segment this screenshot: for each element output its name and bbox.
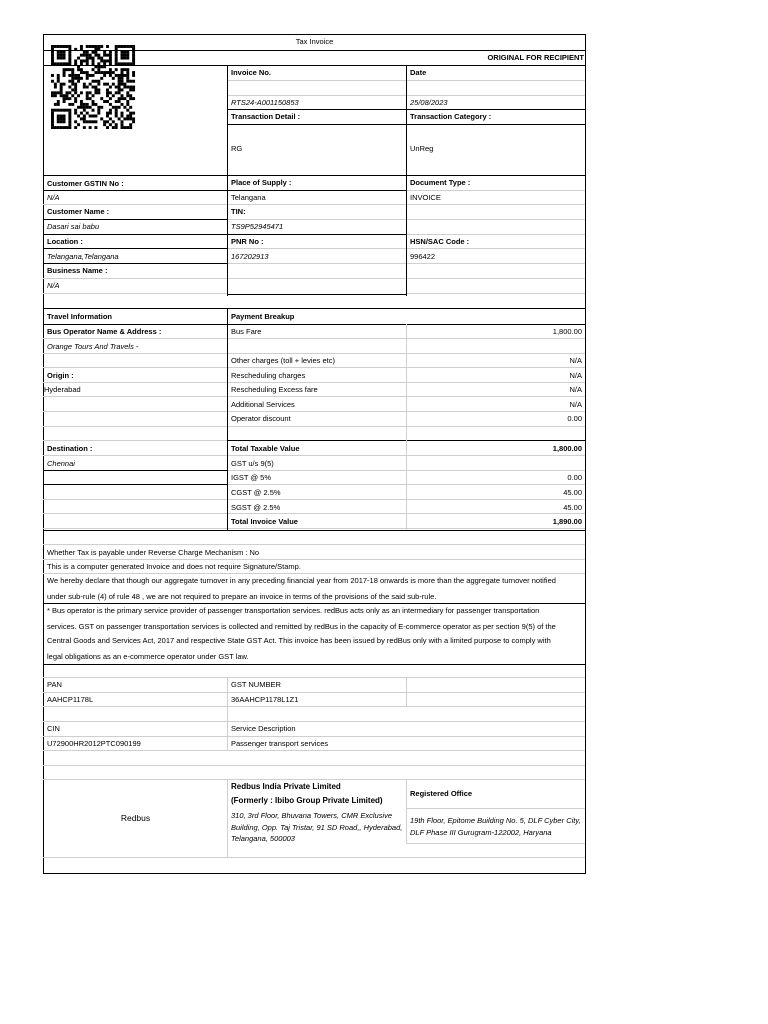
grid-line — [43, 559, 585, 560]
payment-row-label: CGST @ 2.5% — [231, 488, 281, 497]
grid-line — [43, 530, 585, 531]
operator-note-line-3: Central Goods and Services Act, 2017 and respective State GST Act. This invoice has been issued by redBus only with a limited purpose to comply with — [47, 636, 551, 645]
destination-label: Destination : — [47, 444, 93, 453]
payment-row-label: IGST @ 5% — [231, 473, 271, 482]
grid-line — [43, 234, 406, 235]
place-of-supply-label: Place of Supply : — [231, 178, 292, 187]
payment-row-value: 0.00 — [567, 414, 582, 423]
origin-label: Origin : — [47, 371, 74, 380]
grid-line — [43, 278, 585, 279]
grid-line — [43, 484, 227, 485]
operator-note-line-4: legal obligations as an e-commerce operator under GST law. — [47, 652, 249, 661]
reverse-charge-note: Whether Tax is payable under Reverse Charge Mechanism : No — [47, 548, 260, 557]
payment-row-label: GST u/s 9(5) — [231, 459, 274, 468]
hsn-code-label: HSN/SAC Code : — [410, 237, 470, 246]
registered-office-label: Registered Office — [410, 789, 473, 798]
payment-row-label: Rescheduling charges — [231, 371, 306, 380]
grid-line — [227, 65, 228, 296]
document-type-value: INVOICE — [410, 193, 441, 202]
payment-row-label: Total Invoice Value — [231, 517, 298, 526]
document-type-label: Document Type : — [410, 178, 471, 187]
payment-row-value: 1,800.00 — [552, 327, 582, 336]
payment-row-label: Bus Fare — [231, 327, 262, 336]
txn-category-label: Transaction Category : — [410, 112, 492, 121]
grid-line — [43, 664, 585, 665]
payment-row-label: Rescheduling Excess fare — [231, 385, 318, 394]
payment-row-value: N/A — [569, 356, 582, 365]
grid-line — [43, 353, 585, 354]
pan-label: PAN — [47, 680, 62, 689]
customer-location-label: Location : — [47, 237, 83, 246]
grid-line — [227, 294, 406, 295]
grid-line — [43, 426, 585, 427]
payment-row-value: 1,800.00 — [552, 444, 582, 453]
payment-row-value: 45.00 — [563, 503, 582, 512]
grid-line — [43, 528, 585, 529]
grid-line — [43, 382, 585, 383]
payment-row-value: N/A — [569, 385, 582, 394]
payment-row-label: SGST @ 2.5% — [231, 503, 281, 512]
txn-detail-label: Transaction Detail : — [231, 112, 301, 121]
grid-line — [406, 843, 585, 844]
origin-value: Hyderabad — [44, 385, 81, 394]
grid-line — [406, 779, 407, 843]
customer-name-label: Customer Name : — [47, 207, 110, 216]
tin-value: TS9P52945471 — [231, 222, 284, 231]
grid-line — [43, 308, 585, 309]
grid-line — [43, 396, 585, 397]
grid-line — [43, 857, 585, 858]
grid-line — [227, 677, 228, 750]
grid-line — [406, 234, 585, 235]
payment-row-label: Other charges (toll + levies etc) — [231, 356, 336, 365]
grid-line — [406, 324, 407, 530]
grid-line — [227, 308, 228, 530]
computer-generated-note: This is a computer generated Invoice and does not require Signature/Stamp. — [47, 562, 301, 571]
grid-line — [406, 293, 585, 294]
grid-line — [43, 324, 585, 325]
customer-gstin-value: N/A — [47, 193, 60, 202]
grid-line — [43, 603, 585, 604]
payment-row-label: Additional Services — [231, 400, 295, 409]
grid-line — [43, 190, 406, 191]
cin-label: CIN — [47, 724, 60, 733]
pnr-label: PNR No : — [231, 237, 264, 246]
txn-detail-value: RG — [231, 144, 243, 153]
payment-row-value: 1,890.00 — [552, 517, 582, 526]
grid-line — [43, 677, 585, 678]
payment-row-label: Total Taxable Value — [231, 444, 300, 453]
customer-name-value: Dasari sai babu — [47, 222, 100, 231]
gst-number-value: 36AAHCP1178L1Z1 — [231, 695, 299, 704]
grid-line — [43, 544, 585, 545]
operator-note-line-2: services. GST on passenger transportation services is collected and remitted by redBus in the capacity of E-commerce operator as per section 9(5) of the — [47, 622, 556, 631]
declaration-line-1: We hereby declare that though our aggregate turnover in any preceding financial year from 2017-18 onwards is more than the aggregate turnover notified — [47, 576, 556, 585]
payment-breakup-heading: Payment Breakup — [231, 312, 295, 321]
pan-value: AAHCP1178L — [47, 695, 94, 704]
payment-row-value: 0.00 — [567, 473, 582, 482]
customer-location-value: Telangana,Telangana — [47, 252, 119, 261]
destination-value: Chennai — [47, 459, 75, 468]
grid-line — [43, 175, 585, 176]
cin-value: U72900HR2012PTC090199 — [47, 739, 141, 748]
invoice-title: Tax Invoice — [295, 37, 334, 46]
company-address: 310, 3rd Floor, Bhuvana Towers, CMR Exclusive Building, Opp. Taj Tristar, 91 SD Road,, Hyderabad, Telangana, 500003 — [231, 811, 403, 843]
grid-line — [43, 706, 585, 707]
company-formerly: (Formerly : Ibibo Group Private Limited) — [231, 796, 383, 805]
hsn-code-value: 996422 — [410, 252, 436, 261]
date-label: Date — [410, 68, 427, 77]
grid-line — [43, 455, 585, 456]
grid-line — [43, 750, 585, 751]
grid-line — [43, 293, 227, 294]
payment-row-value: N/A — [569, 400, 582, 409]
business-name-value: N/A — [47, 281, 60, 290]
grid-line — [43, 499, 585, 500]
grid-line — [43, 573, 585, 574]
pnr-value: 167202913 — [231, 252, 269, 261]
grid-line — [406, 65, 407, 296]
invoice-no-value: RTS24-A001150853 — [231, 98, 299, 107]
grid-line — [406, 808, 585, 809]
grid-line — [43, 765, 585, 766]
customer-gstin-label: Customer GSTIN No : — [47, 179, 124, 188]
grid-line — [43, 338, 585, 339]
grid-line — [43, 470, 227, 471]
declaration-line-2: under sub-rule (4) of rule 48 , we are not required to prepare an invoice in terms of the provisions of the said sub-rule. — [47, 592, 437, 601]
grid-line — [43, 248, 227, 249]
grid-line — [43, 779, 585, 780]
bus-operator-label: Bus Operator Name & Address : — [47, 327, 162, 336]
company-name: Redbus India Private Limited — [231, 782, 341, 791]
place-of-supply-value: Telangana — [231, 193, 266, 202]
service-description-value: Passenger transport services — [231, 739, 329, 748]
copy-label: ORIGINAL FOR RECIPIENT — [487, 53, 584, 62]
grid-line — [43, 367, 585, 368]
date-value: 25/08/2023 — [410, 98, 448, 107]
payment-row-value: 45.00 — [563, 488, 582, 497]
grid-line — [43, 721, 585, 722]
grid-line — [43, 692, 585, 693]
grid-line — [43, 513, 585, 514]
service-description-label: Service Description — [231, 724, 296, 733]
registered-office-address: 19th Floor, Epitome Building No. 5, DLF Cyber City, DLF Phase III Gurugram-122002, Haryana — [410, 816, 581, 837]
grid-line — [227, 779, 228, 857]
payment-row-value: N/A — [569, 371, 582, 380]
tin-label: TIN: — [231, 207, 246, 216]
grid-line — [43, 411, 585, 412]
grid-line — [43, 736, 585, 737]
operator-note-line-1: * Bus operator is the primary service provider of passenger transportation services. redBus acts only as an intermediary for passenger transportation — [47, 606, 540, 615]
invoice-no-label: Invoice No. — [231, 68, 272, 77]
grid-line — [43, 219, 227, 220]
grid-line — [406, 190, 585, 191]
grid-line — [406, 677, 407, 706]
brand-name: Redbus — [120, 813, 151, 823]
grid-line — [43, 263, 227, 264]
bus-operator-value: Orange Tours And Travels - — [47, 342, 139, 351]
business-name-label: Business Name : — [47, 266, 108, 275]
gst-number-label: GST NUMBER — [231, 680, 281, 689]
grid-line — [43, 204, 585, 205]
travel-info-heading: Travel Information — [47, 312, 113, 321]
payment-row-label: Operator discount — [231, 414, 291, 423]
txn-category-value: UnReg — [410, 144, 434, 153]
